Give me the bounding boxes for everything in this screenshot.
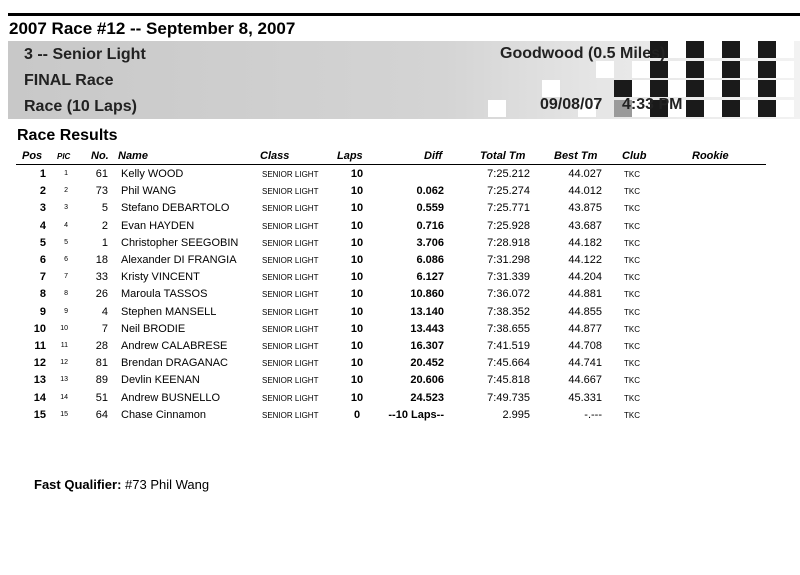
cell-class: SENIOR LIGHT [262, 204, 319, 214]
cell-class: SENIOR LIGHT [262, 359, 319, 369]
cell-club: TKC [624, 221, 640, 231]
cell-diff: 6.127 [416, 271, 444, 284]
race-header [8, 41, 800, 119]
table-row [0, 220, 800, 237]
flag-square [632, 61, 650, 78]
flag-square [704, 100, 722, 117]
flag-square [740, 80, 758, 97]
cell-diff: 6.086 [416, 254, 444, 266]
cell-total: 7:49.735 [487, 391, 530, 404]
table-row [0, 271, 800, 288]
cell-diff: 0.062 [416, 185, 444, 198]
cell-no: 4 [101, 305, 108, 318]
cell-club: TKC [624, 342, 640, 351]
flag-square [776, 61, 794, 78]
cell-no: 5 [101, 202, 108, 215]
cell-diff: 0.559 [416, 202, 444, 215]
cell-laps: 10 [350, 305, 364, 318]
flag-square [758, 61, 776, 78]
cell-name: Alexander DI FRANGIA [121, 254, 237, 266]
cell-pos: 10 [33, 322, 46, 335]
cell-laps: 10 [350, 236, 364, 249]
cell-no: 1 [101, 236, 108, 249]
column-headers [0, 150, 800, 164]
cell-name: Evan HAYDEN [121, 219, 195, 232]
cell-total: 2.995 [502, 408, 530, 421]
cell-pic: 3 [64, 204, 68, 212]
race-description: Race (10 Laps) [24, 98, 137, 115]
cell-laps: 10 [350, 168, 364, 180]
cell-pos: 9 [39, 305, 46, 318]
cell-pic: 9 [64, 307, 68, 315]
cell-class: SENIOR LIGHT [262, 290, 319, 300]
flag-square [758, 100, 776, 117]
cell-pic: 11 [60, 342, 68, 349]
cell-laps: 10 [350, 219, 364, 232]
cell-best: 43.875 [568, 202, 602, 215]
section-title: Race Results [17, 127, 118, 144]
cell-no: 33 [95, 271, 108, 284]
cell-pos: 1 [39, 168, 46, 180]
cell-no: 7 [101, 322, 108, 335]
cell-diff: 13.443 [410, 322, 444, 335]
cell-total: 7:45.818 [487, 374, 530, 387]
cell-diff: 20.452 [410, 357, 444, 370]
cell-name: Brendan DRAGANAC [121, 357, 228, 370]
flag-square [722, 80, 740, 97]
cell-class: SENIOR LIGHT [262, 393, 319, 403]
cell-best: 44.708 [568, 340, 602, 352]
cell-name: Andrew BUSNELLO [121, 391, 221, 404]
cell-no: 28 [95, 340, 108, 352]
cell-total: 7:31.298 [487, 254, 530, 266]
cell-name: Devlin KEENAN [121, 374, 200, 387]
cell-name: Kelly WOOD [121, 168, 184, 180]
flag-square [722, 61, 740, 78]
cell-class: SENIOR LIGHT [262, 238, 319, 248]
cell-pos: 14 [33, 391, 46, 404]
flag-square [686, 41, 704, 58]
cell-pos: 4 [39, 219, 46, 232]
cell-total: 7:36.072 [487, 288, 530, 301]
table-row [0, 168, 800, 185]
flag-square [776, 100, 794, 117]
cell-pos: 2 [39, 185, 46, 198]
cell-diff: --10 Laps-- [388, 408, 444, 421]
col-name: Name [118, 150, 148, 162]
cell-best: 45.331 [568, 391, 602, 404]
cell-pos: 13 [33, 374, 46, 387]
cell-best: -.--- [584, 408, 602, 421]
flag-square [686, 100, 704, 117]
cell-pic: 5 [64, 238, 68, 246]
cell-pos: 11 [34, 340, 46, 352]
cell-laps: 10 [350, 271, 364, 284]
cell-laps: 0 [353, 408, 361, 421]
cell-diff: 0.716 [416, 219, 444, 232]
table-row [0, 306, 800, 323]
cell-no: 64 [95, 408, 108, 421]
cell-laps: 10 [350, 322, 364, 335]
cell-laps: 10 [350, 288, 364, 301]
flag-square [704, 61, 722, 78]
cell-total: 7:25.212 [487, 168, 530, 180]
cell-pic: 2 [64, 187, 68, 195]
col-pos: Pos [22, 150, 43, 162]
cell-best: 44.855 [568, 305, 602, 318]
cell-laps: 10 [350, 185, 364, 198]
cell-pos: 8 [39, 288, 46, 301]
cell-diff: 24.523 [410, 391, 444, 404]
cell-club: TKC [624, 170, 640, 179]
flag-square [776, 80, 794, 97]
cell-class: SENIOR LIGHT [262, 273, 319, 283]
cell-pic: 12 [60, 359, 68, 367]
cell-diff: 10.860 [410, 288, 444, 301]
table-row [0, 237, 800, 254]
cell-total: 7:41.519 [487, 340, 530, 352]
track-name: Goodwood (0.5 Miles) [500, 45, 666, 62]
cell-name: Stephen MANSELL [121, 305, 217, 318]
cell-no: 2 [101, 219, 108, 232]
cell-pos: 6 [39, 254, 46, 266]
cell-class: SENIOR LIGHT [262, 376, 319, 386]
table-row [0, 357, 800, 374]
cell-no: 26 [95, 288, 108, 301]
flag-square [650, 80, 668, 97]
table-row [0, 323, 800, 340]
flag-square [758, 80, 776, 97]
cell-class: SENIOR LIGHT [262, 307, 319, 317]
cell-laps: 10 [350, 340, 364, 352]
cell-best: 44.741 [568, 357, 602, 370]
cell-name: Chase Cinnamon [121, 408, 206, 421]
flag-square [740, 100, 758, 117]
cell-no: 73 [95, 185, 108, 198]
cell-best: 44.027 [568, 168, 602, 180]
cell-name: Phil WANG [121, 185, 177, 198]
cell-no: 81 [95, 357, 108, 370]
table-row [0, 392, 800, 409]
cell-club: TKC [624, 359, 640, 369]
flag-square [704, 41, 722, 58]
cell-no: 89 [95, 374, 108, 387]
cell-pos: 12 [33, 357, 46, 370]
cell-total: 7:25.928 [487, 219, 530, 232]
cell-total: 7:38.352 [487, 305, 530, 318]
cell-pic: 1 [64, 170, 68, 177]
cell-class: SENIOR LIGHT [262, 221, 319, 231]
cell-club: TKC [624, 256, 640, 265]
fast-qualifier-value: #73 Phil Wang [125, 477, 210, 492]
class-line: 3 -- Senior Light [24, 46, 146, 63]
cell-pic: 15 [60, 410, 68, 418]
cell-best: 44.182 [568, 236, 602, 249]
cell-diff: 3.706 [416, 236, 444, 249]
flag-square [776, 41, 794, 58]
cell-club: TKC [624, 273, 640, 283]
cell-club: TKC [624, 393, 640, 403]
flag-square [686, 61, 704, 78]
cell-pic: 13 [60, 376, 68, 384]
cell-name: Christopher SEEGOBIN [121, 236, 239, 249]
flag-square [668, 41, 686, 58]
flag-square [686, 80, 704, 97]
fast-qualifier-label: Fast Qualifier: [34, 477, 122, 492]
col-diff: Diff [424, 150, 443, 162]
cell-pic: 8 [64, 290, 68, 298]
cell-club: TKC [624, 204, 640, 214]
cell-best: 44.667 [568, 374, 602, 387]
cell-best: 44.204 [568, 271, 602, 284]
cell-total: 7:25.771 [487, 202, 530, 215]
col-laps: Laps [337, 150, 363, 162]
cell-best: 44.881 [568, 288, 602, 301]
race-date: 09/08/07 [540, 96, 603, 113]
cell-total: 7:38.655 [487, 322, 530, 335]
flag-square [488, 100, 506, 117]
cell-total: 7:25.274 [487, 185, 530, 198]
cell-best: 44.012 [568, 185, 602, 198]
cell-class: SENIOR LIGHT [262, 187, 319, 197]
col-club: Club [622, 150, 647, 162]
cell-name: Stefano DEBARTOLO [121, 202, 230, 215]
cell-best: 43.687 [568, 219, 602, 232]
cell-diff: 20.606 [410, 374, 444, 387]
cell-laps: 10 [350, 391, 364, 404]
cell-no: 51 [95, 391, 108, 404]
col-pic: PIC [57, 152, 71, 161]
cell-pic: 4 [64, 221, 68, 229]
cell-name: Kristy VINCENT [121, 271, 200, 284]
cell-diff: 13.140 [410, 305, 444, 318]
cell-club: TKC [624, 290, 640, 300]
flag-square [668, 80, 686, 97]
table-row [0, 374, 800, 391]
cell-pic: 7 [64, 273, 68, 281]
col-rookie: Rookie [692, 150, 729, 162]
cell-pos: 5 [39, 236, 46, 249]
cell-class: SENIOR LIGHT [262, 342, 319, 351]
table-row [0, 202, 800, 219]
cell-club: TKC [624, 376, 640, 386]
cell-best: 44.122 [568, 254, 602, 266]
cell-pic: 10 [60, 324, 68, 332]
cell-total: 7:45.664 [487, 357, 530, 370]
table-row [0, 340, 800, 357]
cell-laps: 10 [350, 202, 364, 215]
cell-laps: 10 [350, 374, 364, 387]
cell-pic: 14 [60, 393, 68, 401]
cell-class: SENIOR LIGHT [262, 170, 319, 179]
cell-pic: 6 [64, 256, 68, 263]
flag-square [542, 80, 560, 97]
table-row [0, 254, 800, 271]
table-row [0, 185, 800, 202]
cell-pos: 7 [39, 271, 46, 284]
flag-square [632, 80, 650, 97]
cell-class: SENIOR LIGHT [262, 256, 319, 265]
cell-class: SENIOR LIGHT [262, 324, 319, 334]
page-title: 2007 Race #12 -- September 8, 2007 [9, 19, 296, 38]
table-row [0, 409, 800, 426]
cell-club: TKC [624, 307, 640, 317]
cell-best: 44.877 [568, 322, 602, 335]
col-best: Best Tm [554, 150, 598, 162]
cell-club: TKC [624, 324, 640, 334]
top-rule [8, 13, 800, 16]
cell-club: TKC [624, 238, 640, 248]
cell-club: TKC [624, 187, 640, 197]
cell-total: 7:28.918 [487, 236, 530, 249]
session-name: FINAL Race [24, 72, 114, 89]
flag-square [758, 41, 776, 58]
flag-square [722, 41, 740, 58]
flag-square [596, 61, 614, 78]
cell-no: 61 [95, 168, 108, 180]
col-class: Class [260, 150, 290, 162]
cell-club: TKC [624, 410, 640, 420]
flag-square [740, 61, 758, 78]
flag-square [722, 100, 740, 117]
cell-diff: 16.307 [410, 340, 444, 352]
race-time: 4:33 PM [622, 96, 683, 113]
flag-square [704, 80, 722, 97]
cell-name: Maroula TASSOS [121, 288, 208, 301]
fast-qualifier [34, 477, 209, 492]
col-no: No. [91, 150, 109, 162]
col-total: Total Tm [480, 150, 526, 162]
cell-pos: 3 [39, 202, 46, 215]
flag-square [650, 61, 668, 78]
cell-laps: 10 [350, 254, 364, 266]
cell-class: SENIOR LIGHT [262, 410, 319, 420]
cell-name: Andrew CALABRESE [121, 340, 228, 352]
cell-laps: 10 [350, 357, 364, 370]
table-row [0, 288, 800, 305]
cell-pos: 15 [33, 408, 46, 421]
flag-square [614, 80, 632, 97]
flag-square [668, 61, 686, 78]
cell-total: 7:31.339 [487, 271, 530, 284]
cell-name: Neil BRODIE [121, 322, 186, 335]
flag-square [740, 41, 758, 58]
cell-no: 18 [95, 254, 108, 266]
header-rule [16, 164, 766, 165]
